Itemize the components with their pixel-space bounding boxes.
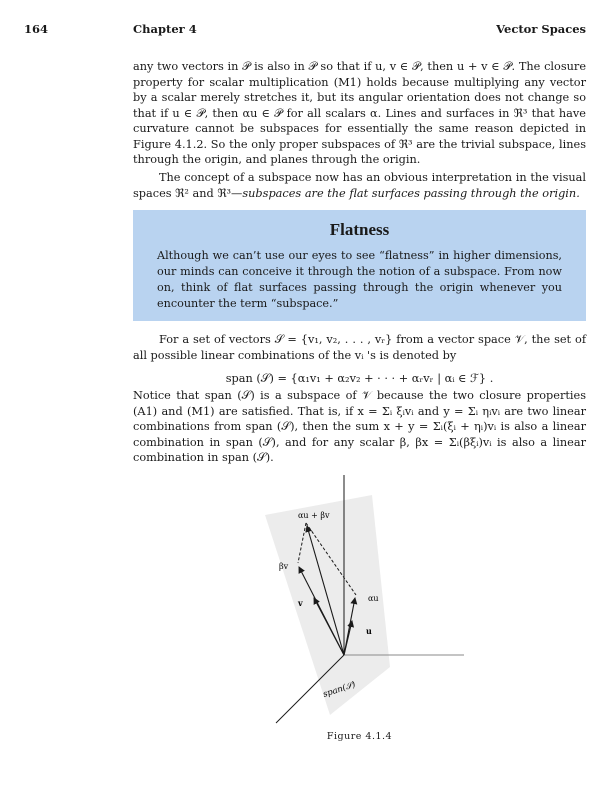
flatness-callout-box <box>133 210 586 321</box>
figure-svg <box>260 475 470 727</box>
paragraph-closure-text: any two vectors in 𝒫 is also in 𝒫 so that if u, v ∈ 𝒫, then u + v ∈ 𝒫. The closure property for scalar multiplication (M1) holds because multiplying any vector by a scalar merely stretches it, but its angular orientation does not change so that if u ∈ 𝒫, then αu ∈ 𝒫 for all scalars α. Lines and surfaces in ℜ³ that have curvature cannot be subspaces for essentially the same reason depicted in Figure 4.1.2. So the only proper subspaces of ℜ³ are the trivial subspace, lines through the origin, and planes through the origin. <box>133 60 586 166</box>
chapter-title: Chapter 4 <box>133 22 197 36</box>
label-sum: αu + βv <box>298 511 330 520</box>
paragraph-subspace-interpretation <box>133 170 586 201</box>
page-number: 164 <box>24 22 49 36</box>
paragraph-span-subspace <box>133 388 586 466</box>
paragraph-span-text: For a set of vectors 𝒮 = {v₁, v₂, . . . , vᵣ} from a vector space 𝒱, the set of all possible linear combinations of the vᵢ 's is denoted by <box>133 333 586 362</box>
figure-span-plane <box>260 475 470 727</box>
section-title: Vector Spaces <box>496 22 586 36</box>
paragraph-lead: The concept of a subspace now has an obvious interpretation in the visual spaces ℜ² and ℜ³— <box>133 171 586 200</box>
label-v: v <box>298 598 303 608</box>
paragraph-span-definition <box>133 332 586 363</box>
callout-text: Although we can’t use our eyes to see “flatness” in higher dimensions, our minds can conceive it through the notion of a subspace. From now on, think of flat surfaces passing through the origin whenever you encounter the term “subspace.” <box>157 249 562 310</box>
paragraph-span-subspace-text: Notice that span (𝒮) is a subspace of 𝒱 because the two closure properties (A1) and (M1) are satisfied. That is, if x = Σᵢ ξᵢvᵢ and y = Σᵢ ηᵢvᵢ are two linear combinations from span (𝒮), then the sum x + y = Σᵢ(ξᵢ + ηᵢ)vᵢ is also a linear combination in span (𝒮), and for any scalar β, βx = Σᵢ(βξᵢ)vᵢ is also a linear combination in span (𝒮). <box>133 389 586 464</box>
span-plane <box>265 495 390 715</box>
running-header <box>24 22 586 38</box>
figure-caption: Figure 4.1.4 <box>326 731 393 742</box>
label-plane: span(𝒮) <box>321 679 357 700</box>
label-u: u <box>366 626 372 636</box>
label-alpha-u: αu <box>368 594 379 603</box>
label-beta-v: βv <box>279 562 289 571</box>
emphasized-definition: subspaces are the flat surfaces passing through the origin. <box>242 186 580 200</box>
paragraph-closure <box>133 59 586 168</box>
span-formula: span (𝒮) = {α₁v₁ + α₂v₂ + · · · + αᵣvᵣ | αᵢ ∈ ℱ} . <box>225 372 494 385</box>
callout-title: Flatness <box>329 220 390 239</box>
